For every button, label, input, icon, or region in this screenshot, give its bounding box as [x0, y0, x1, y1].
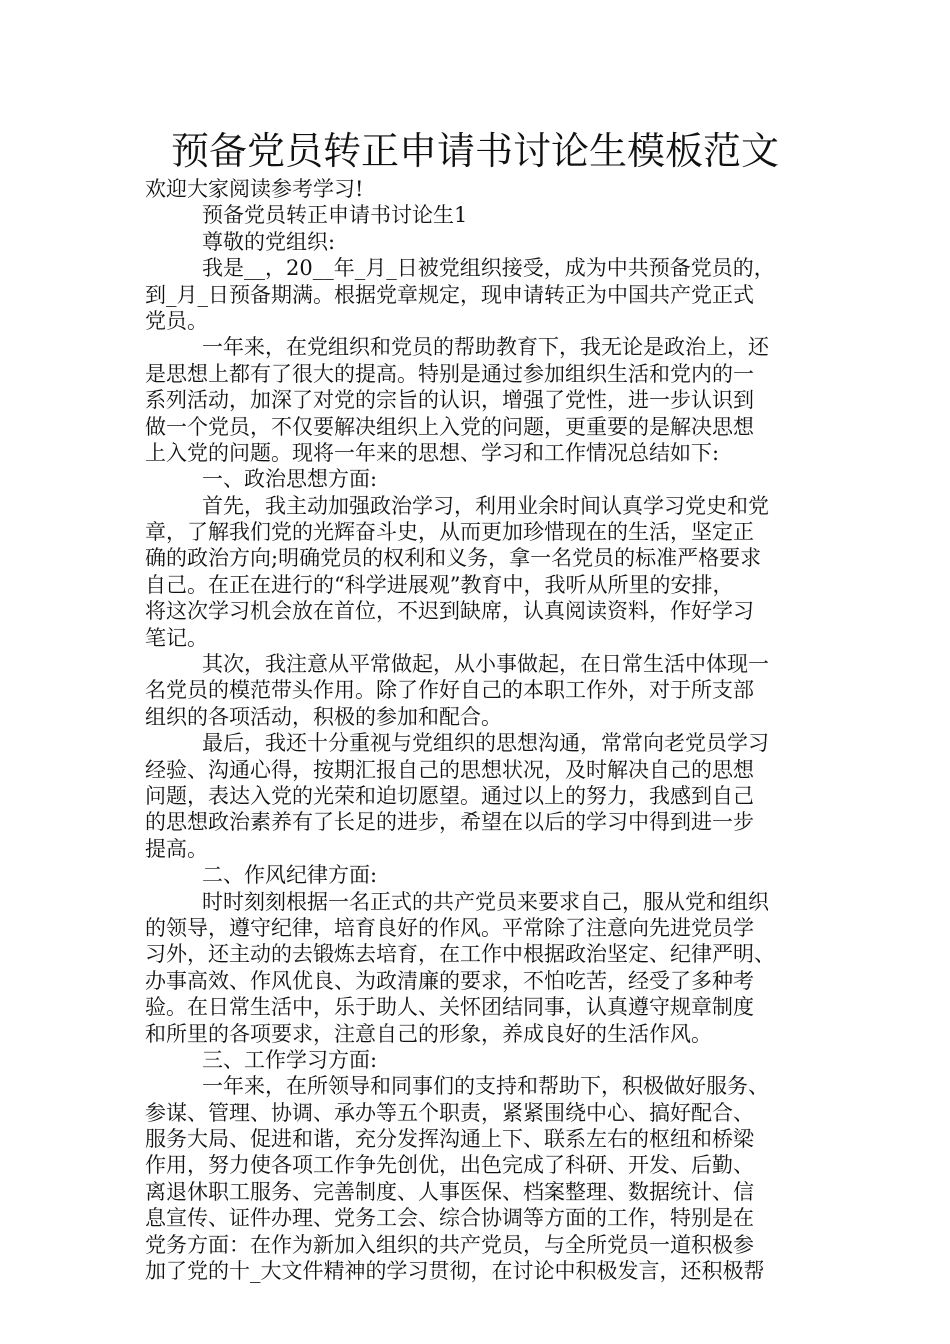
body-line: 加了党的十_大文件精神的学习贯彻，在讨论中积极发言，还积极帮: [145, 1259, 765, 1284]
document-title: 预备党员转正申请书讨论生模板范文: [170, 129, 779, 173]
body-line: 我是__，20__年_月_日被党组织接受，成为中共预备党员的，: [202, 256, 775, 281]
body-line: 预备党员转正申请书讨论生1: [202, 203, 468, 228]
body-line: 自己。在正在进行的“科学进展观”教育中，我听从所里的安排，: [145, 572, 734, 597]
body-line: 验。在日常生活中，乐于助人、关怀团结同事，认真遵守规章制度: [145, 995, 754, 1020]
body-line: 章，了解我们党的光辉奋斗史，从而更加珍惜现在的生活，坚定正: [145, 520, 754, 545]
body-line: 息宣传、证件办理、党务工会、综合协调等方面的工作，特别是在: [145, 1206, 754, 1231]
body-line: 笔记。: [145, 625, 208, 650]
body-line: 尊敬的党组织:: [202, 229, 336, 254]
body-line: 一年来，在党组织和党员的帮助教育下，我无论是政治上，还: [202, 335, 769, 360]
body-line: 确的政治方向;明确党员的权利和义务，拿一名党员的标准严格要求: [145, 546, 762, 571]
body-line: 习外，还主动的去锻炼去培育，在工作中根据政治坚定、纪律严明、: [145, 942, 775, 967]
body-line: 将这次学习机会放在首位，不迟到缺席，认真阅读资料，作好学习: [145, 599, 754, 624]
body-line: 时时刻刻根据一名正式的共产党员来要求自己，服从党和组织: [202, 889, 769, 914]
body-line: 的领导，遵守纪律，培育良好的作风。平常除了注意向先进党员学: [145, 915, 754, 940]
body-line: 其次，我注意从平常做起，从小事做起，在日常生活中体现一: [202, 652, 769, 677]
body-line: 党务方面：在作为新加入组织的共产党员，与全所党员一道积极参: [145, 1232, 754, 1257]
body-line: 组织的各项活动，积极的参加和配合。: [145, 704, 502, 729]
body-line: 最后，我还十分重视与党组织的思想沟通，常常向老党员学习: [202, 731, 769, 756]
body-line: 办事高效、作风优良、为政清廉的要求，不怕吃苦，经受了多种考: [145, 968, 754, 993]
body-line: 二、作风纪律方面:: [202, 863, 378, 888]
body-line: 党员。: [145, 308, 208, 333]
body-line: 服务大局、促进和谐，充分发挥沟通上下、联系左右的枢纽和桥梁: [145, 1127, 754, 1152]
body-line: 做一个党员，不仅要解决组织上入党的问题，更重要的是解决思想: [145, 414, 754, 439]
body-line: 作用，努力使各项工作争先创优，出色完成了科研、开发、后勤、: [145, 1153, 754, 1178]
body-line: 上入党的问题。现将一年来的思想、学习和工作情况总结如下:: [145, 440, 720, 465]
body-line: 问题，表达入党的光荣和迫切愿望。通过以上的努力，我感到自己: [145, 783, 754, 808]
body-line: 参谋、管理、协调、承办等五个职责，紧紧围绕中心、搞好配合、: [145, 1100, 754, 1125]
body-line: 离退休职工服务、完善制度、人事医保、档案整理、数据统计、信: [145, 1179, 754, 1204]
body-line: 是思想上都有了很大的提高。特别是通过参加组织生活和党内的一: [145, 361, 754, 386]
body-line: 三、工作学习方面:: [202, 1047, 378, 1072]
body-line: 首先，我主动加强政治学习，利用业余时间认真学习党史和党: [202, 493, 769, 518]
body-line: 欢迎大家阅读参考学习!: [145, 177, 364, 201]
body-line: 一、政治思想方面:: [202, 467, 378, 492]
body-line: 一年来，在所领导和同事们的支持和帮助下，积极做好服务、: [202, 1074, 769, 1099]
body-line: 经验、沟通心得，按期汇报自己的思想状况，及时解决自己的思想: [145, 757, 754, 782]
document-body: [145, 176, 813, 1284]
body-line: 到_月_日预备期满。根据党章规定，现申请转正为中国共产党正式: [145, 282, 754, 307]
body-line: 和所里的各项要求，注意自己的形象，养成良好的生活作风。: [145, 1021, 712, 1046]
body-line: 名党员的模范带头作用。除了作好自己的本职工作外，对于所支部: [145, 678, 754, 703]
body-line: 提高。: [145, 836, 208, 861]
body-line: 系列活动，加深了对党的宗旨的认识，增强了党性，进一步认识到: [145, 388, 754, 413]
body-line: 的思想政治素养有了长足的进步，希望在以后的学习中得到进一步: [145, 810, 754, 835]
